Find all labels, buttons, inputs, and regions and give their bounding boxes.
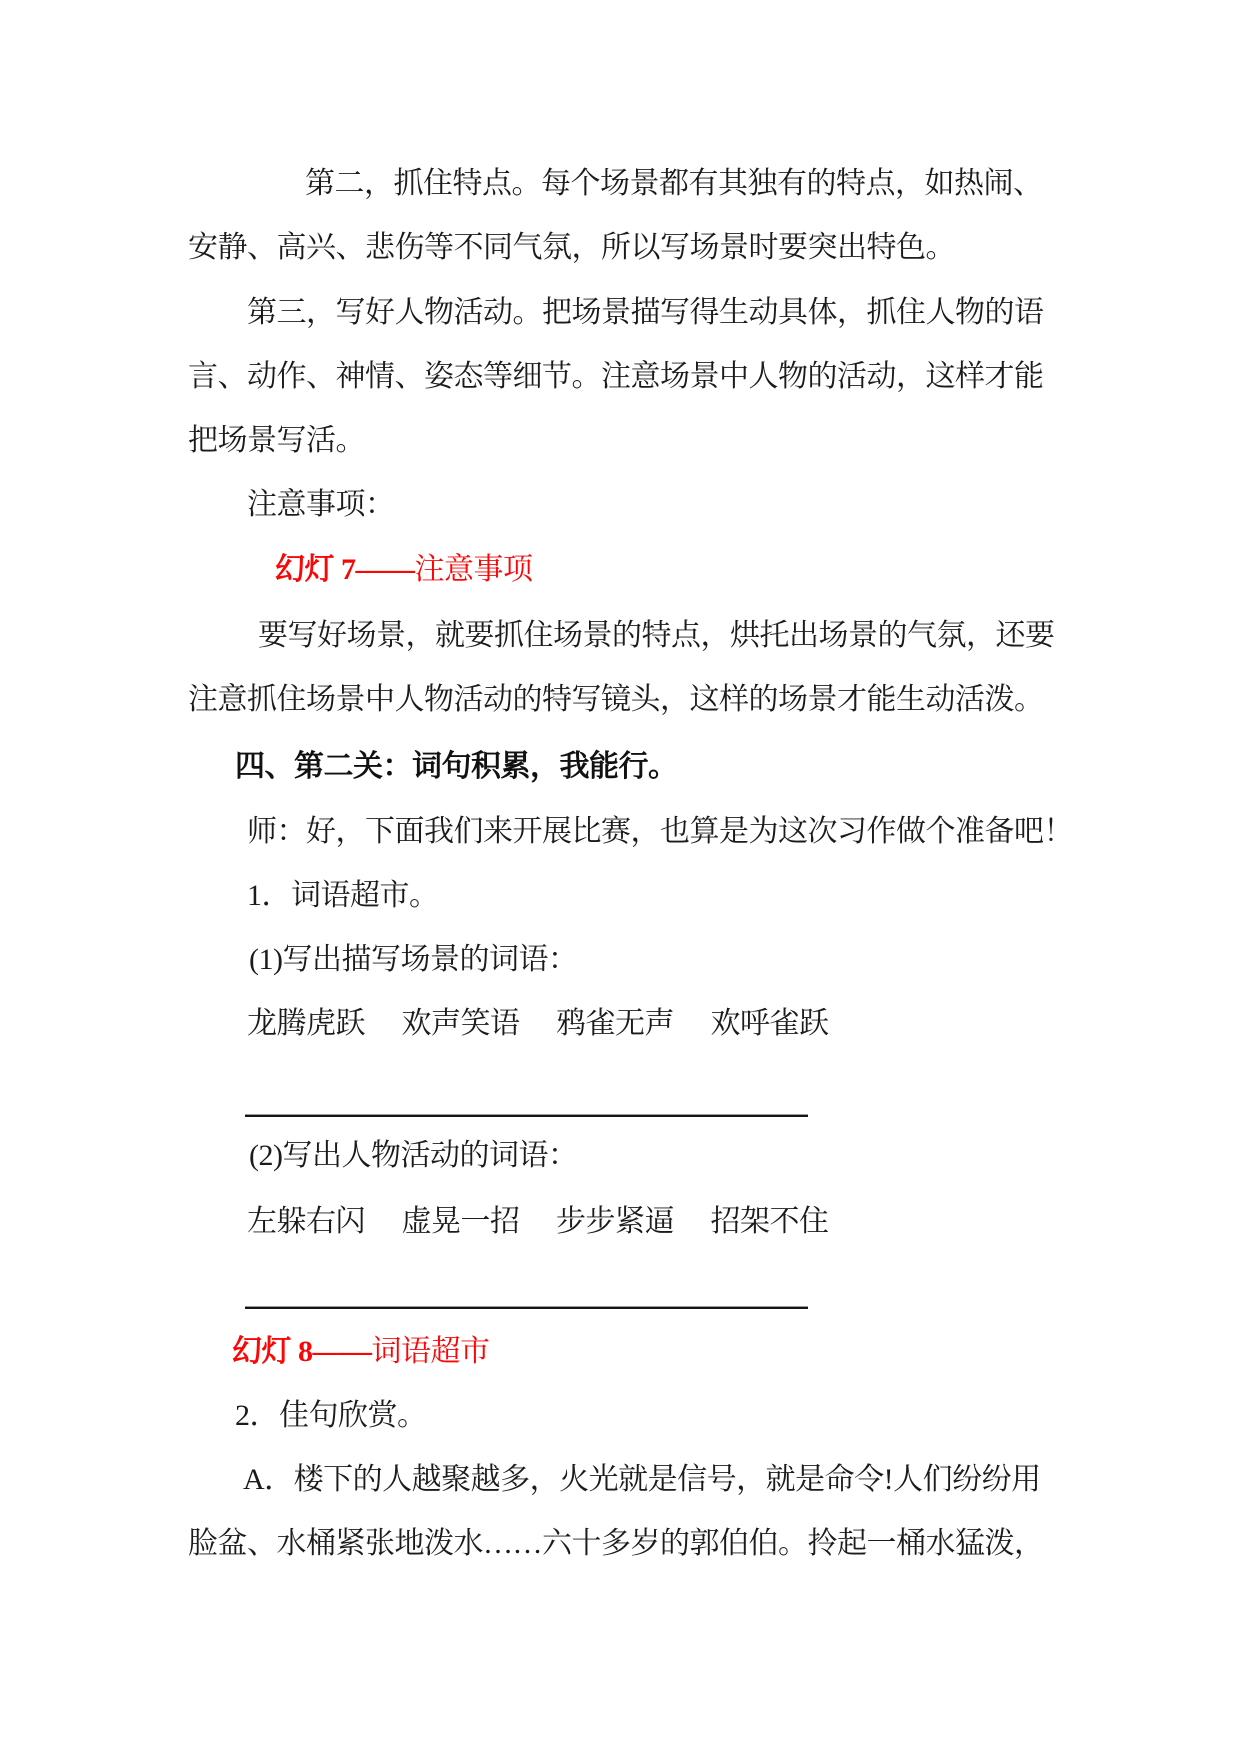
text-segment: 2．佳句欣赏。 xyxy=(235,1399,427,1432)
text-segment: 词语超市 xyxy=(371,1335,490,1368)
activity-words-line xyxy=(247,1204,829,1240)
text-segment: A．楼下的人越聚越多，火光就是信号，就是命令!人们纷纷用 xyxy=(243,1463,1041,1496)
item-2-sentence-appreciation-line xyxy=(235,1398,427,1434)
text-segment: 幻灯 7—— xyxy=(275,553,415,586)
text-segment: 四、第二关：词句积累，我能行。 xyxy=(235,750,678,783)
text-segment: 安静、高兴、悲伤等不同气氛，所以写场景时要突出特色。 xyxy=(188,231,955,264)
text-segment: (1)写出描写场景的词语： xyxy=(249,943,578,976)
text-segment: 要写好场景，就要抓住场景的特点，烘托出场景的气氛，还要 xyxy=(258,619,1055,652)
para-scene-feature-line1 xyxy=(305,166,1043,202)
prompt-activity-words-line xyxy=(249,1138,577,1174)
para-character-activity-line3 xyxy=(188,423,365,459)
section-heading-line xyxy=(235,749,678,785)
para-notes-line2 xyxy=(188,682,1044,718)
slide-cue-8-line xyxy=(232,1334,490,1370)
para-character-activity-line1 xyxy=(247,295,1044,331)
answer-blank-rule-2 xyxy=(245,1306,808,1309)
teacher-speech-line xyxy=(247,814,1073,850)
item-1-word-market-line xyxy=(247,878,439,914)
sentence-a-line2 xyxy=(188,1526,1044,1562)
para-scene-feature-line2 xyxy=(188,230,955,266)
text-segment: 把场景写活。 xyxy=(188,424,365,457)
text-segment: 1．词语超市。 xyxy=(247,879,439,912)
text-segment: 注意抓住场景中人物活动的特写镜头，这样的场景才能生动活泼。 xyxy=(188,683,1044,716)
text-segment: 左躲右闪 虚晃一招 步步紧逼 招架不住 xyxy=(247,1205,829,1238)
text-segment: 脸盆、水桶紧张地泼水……六十多岁的郭伯伯。拎起一桶水猛泼， xyxy=(188,1527,1044,1560)
text-segment: (2)写出人物活动的词语： xyxy=(249,1139,578,1172)
text-segment: 言、动作、神情、姿态等细节。注意场景中人物的活动，这样才能 xyxy=(188,360,1044,393)
text-segment: 第三，写好人物活动。把场景描写得生动具体，抓住人物的语 xyxy=(247,296,1044,329)
text-segment: 注意事项 xyxy=(414,553,533,586)
text-segment: 幻灯 8—— xyxy=(232,1335,372,1368)
prompt-scene-words-line xyxy=(249,942,577,978)
para-character-activity-line2 xyxy=(188,359,1044,395)
slide-cue-7-line xyxy=(275,552,533,588)
answer-blank-rule-1 xyxy=(245,1114,808,1117)
sentence-a-line1 xyxy=(243,1462,1041,1498)
text-segment: 第二，抓住特点。每个场景都有其独有的特点，如热闹、 xyxy=(305,167,1043,200)
text-segment: 注意事项： xyxy=(247,488,395,521)
para-notes-line1 xyxy=(258,618,1055,654)
notes-label-line xyxy=(247,487,395,523)
scene-words-line xyxy=(247,1006,829,1042)
text-segment: 师：好，下面我们来开展比赛，也算是为这次习作做个准备吧！ xyxy=(247,815,1073,848)
text-segment: 龙腾虎跃 欢声笑语 鸦雀无声 欢呼雀跃 xyxy=(247,1007,829,1040)
